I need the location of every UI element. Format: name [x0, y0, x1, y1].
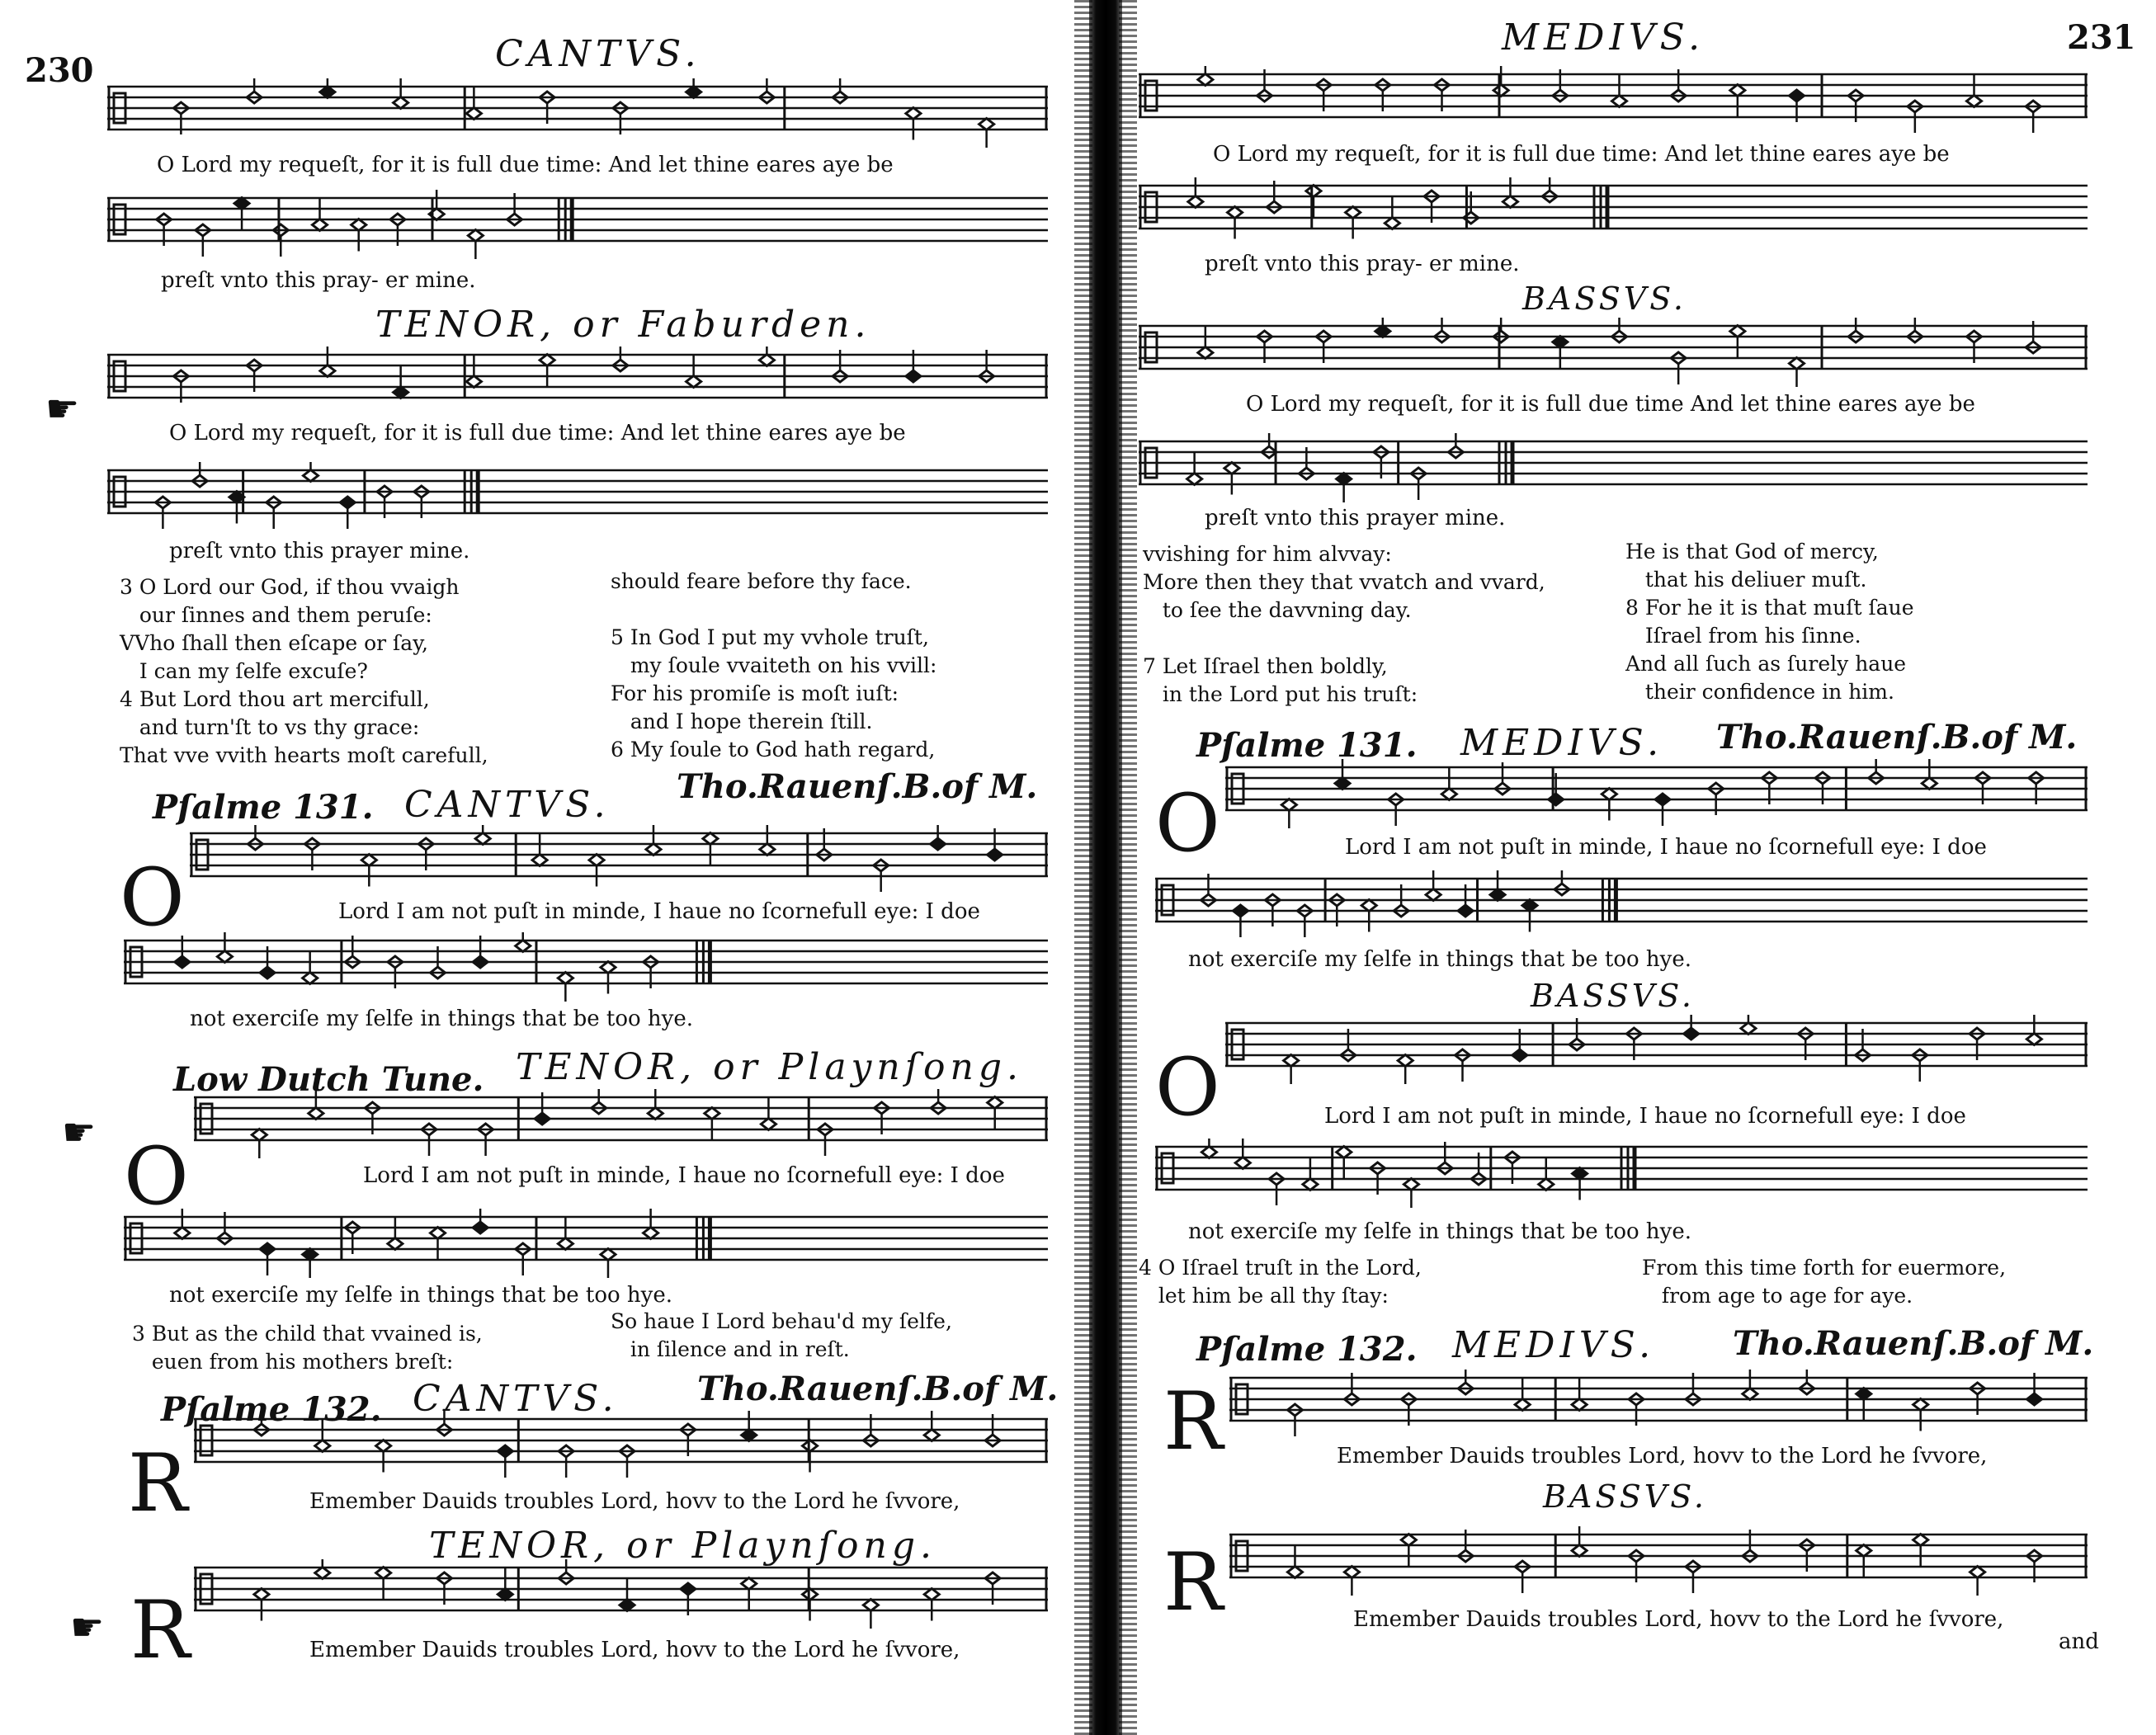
lyric-line: not exerciſe my ſelfe in things that be too hye. — [1188, 1219, 1691, 1244]
author-attribution: Tho.Rauenſ.B.of M. — [697, 1370, 1059, 1408]
music-staff — [107, 190, 1048, 259]
pointing-hand-icon: ☛ — [45, 386, 80, 431]
initial-letter: O — [120, 851, 185, 944]
right-page — [1122, 0, 2156, 1735]
verse-text: 3 O Lord our God, if thou vvaigh our ſinnes and them peruſe: VVho ſhall then eſcape or ſay, I can my ſelfe excuſe? 4 But Lord thou art mercifull, and turn'ſt to vs thy grace: That vve vvith hearts moſt carefull, — [120, 575, 488, 767]
psalm-number: Pſalme 131. — [153, 788, 374, 827]
heading-medius: MEDIVS. — [1452, 1324, 1656, 1366]
music-staff — [107, 462, 1048, 531]
verse-text: From this time forth for euermore, from age to age for aye. — [1642, 1256, 2007, 1308]
lyric-line: Emember Dauids troubles Lord, hovv to the Lord he ſvvore, — [309, 1489, 960, 1514]
verse-text: 3 But as the child that vvained is, euen from his mothers breſt: — [132, 1322, 483, 1374]
lyric-line: preſt vnto this prayer mine. — [1205, 506, 1506, 530]
lyric-line: preſt vnto this pray- er mine. — [1205, 252, 1520, 276]
lyric-line: Emember Dauids troubles Lord, hovv to the Lord he ſvvore, — [309, 1638, 960, 1662]
initial-letter: O — [124, 1130, 189, 1223]
initial-letter: R — [1163, 1375, 1224, 1468]
initial-letter: R — [128, 1437, 188, 1530]
lyric-line: preſt vnto this prayer mine. — [169, 539, 470, 563]
lyric-line: O Lord my requeſt, for it is full due time: And let thine eares aye be — [1213, 142, 1950, 167]
initial-letter: R — [130, 1584, 191, 1676]
psalm-number: Pſalme 131. — [1196, 726, 1418, 765]
music-staff — [124, 932, 1048, 1002]
verse-text: He is that God of mercy, that his deliuer muſt. 8 For he it is that muſt ſaue Iſrael from his ſinne. And all ſuch as ſurely haue their confidence in him. — [1625, 540, 1914, 704]
lyric-line: Lord I am not puſt in minde, I haue no ſcornefull eye: I doe — [1345, 835, 1987, 860]
lyric-line: not exerciſe my ſelfe in things that be too hye. — [169, 1283, 672, 1308]
heading-cantus: CANTVS. — [495, 33, 701, 75]
lyric-line: not exerciſe my ſelfe in things that be too hye. — [1188, 947, 1691, 972]
heading-bassus: BASSVS. — [1531, 978, 1695, 1014]
book-gutter — [1089, 0, 1122, 1735]
heading-medius: MEDIVS. — [1460, 722, 1664, 764]
author-attribution: Tho.Rauenſ.B.of M. — [1733, 1324, 2094, 1363]
initial-letter: O — [1155, 777, 1220, 870]
lyric-line: Lord I am not puſt in minde, I haue no ſcornefull eye: I doe — [338, 899, 980, 924]
lyric-line: Emember Dauids troubles Lord, hovv to the Lord he ſvvore, — [1337, 1444, 1988, 1469]
music-staff — [1225, 1015, 2088, 1084]
lyric-line: O Lord my requeſt, for it is full due time: And let thine eares aye be — [169, 421, 906, 446]
author-attribution: Tho.Rauenſ.B.of M. — [1716, 718, 2078, 757]
music-staff — [107, 347, 1048, 416]
heading-tenor-playnsong: TENOR, or Playnſong. — [429, 1525, 937, 1567]
pointing-hand-icon: ☛ — [70, 1605, 105, 1649]
verse-text: 4 O Iſrael truſt in the Lord, let him be all thy ſtay: — [1139, 1256, 1422, 1308]
lyric-line: Emember Dauids troubles Lord, hovv to the Lord he ſvvore, — [1353, 1607, 2004, 1632]
music-staff — [107, 78, 1048, 148]
initial-letter: R — [1163, 1536, 1224, 1629]
lyric-line: preſt vnto this pray- er mine. — [161, 268, 476, 293]
music-staff — [124, 1209, 1048, 1278]
heading-tenor-faburden: TENOR, or Faburden. — [375, 304, 871, 346]
author-attribution: Tho.Rauenſ.B.of M. — [677, 767, 1038, 806]
music-staff — [1139, 66, 2088, 135]
pointing-hand-icon: ☛ — [62, 1110, 97, 1154]
heading-cantus: CANTVS. — [404, 784, 611, 826]
page-number: 230 — [25, 51, 94, 90]
music-staff — [1225, 759, 2088, 828]
music-staff — [1155, 1139, 2088, 1208]
heading-cantus: CANTVS. — [413, 1378, 619, 1420]
heading-bassus: BASSVS. — [1522, 281, 1687, 317]
tune-name: Low Dutch Tune. — [173, 1060, 484, 1099]
music-staff — [1155, 870, 2088, 940]
music-staff — [1229, 1370, 2088, 1439]
verse-text: So haue I Lord behau'd my ſelfe, in ſilence and in reſt. — [611, 1309, 952, 1361]
lyric-line: not exerciſe my ſelfe in things that be too hye. — [190, 1007, 693, 1031]
page-number: 231 — [2067, 18, 2136, 57]
music-staff — [194, 1089, 1048, 1158]
music-staff — [1139, 177, 2088, 247]
initial-letter: O — [1155, 1041, 1220, 1134]
lyric-line: Lord I am not puſt in minde, I haue no ſcornefull eye: I doe — [1324, 1104, 1966, 1129]
lyric-line: O Lord my requeſt, for it is full due time: And let thine eares aye be — [157, 153, 894, 177]
gutter-shadow — [1074, 0, 1092, 1735]
music-staff — [1139, 318, 2088, 387]
verse-text: should feare before thy face. 5 In God I put my vvhole truſt, my ſoule vvaiteth on his vvill: For his promiſe is moſt iuſt: and I hope therein ſtill. 6 My ſoule to God hath regard, — [611, 569, 937, 761]
verse-text: vvishing for him alvvay: More then they that vvatch and vvard, to ſee the davvning day. 7 Let Iſrael then boldly, in the Lord put his truſt: — [1143, 542, 1545, 706]
heading-tenor-playnsong: TENOR, or Playnſong. — [516, 1046, 1024, 1088]
psalm-number: Pſalme 132. — [1196, 1330, 1418, 1369]
music-staff — [1139, 433, 2088, 502]
heading-bassus: BASSVS. — [1543, 1478, 1707, 1515]
lyric-line: O Lord my requeſt, for it is full due time And let thine eares aye be — [1246, 392, 1975, 417]
music-staff — [1229, 1526, 2088, 1596]
music-staff — [194, 1411, 1048, 1480]
psalm-number: Pſalme 132. — [161, 1390, 382, 1429]
lyric-line: Lord I am not puſt in minde, I haue no ſcornefull eye: I doe — [363, 1163, 1005, 1188]
music-staff — [194, 1559, 1048, 1629]
catchword: and — [2059, 1629, 2099, 1654]
heading-medius: MEDIVS. — [1502, 17, 1705, 59]
music-staff — [190, 825, 1048, 894]
